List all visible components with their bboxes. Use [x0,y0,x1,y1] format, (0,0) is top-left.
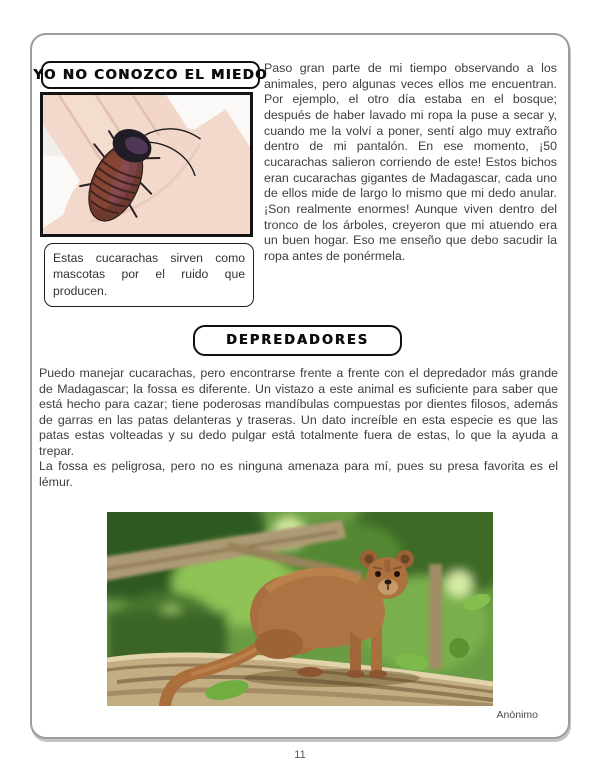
cockroach-photo [40,92,253,237]
intro-paragraph: Paso gran parte de mi tiempo observando a los animales, pero algunas veces ellos me encuentran. Por ejemplo, el otro día estaba en el bosque; después de haber lavado mi ropa la puse a secar y, cuando me la volví a poner, sentí algo muy extraño dentro de mi pantalón. En ese momento, ¡50 cucarachas salieron corriendo de este! Estos bichos eran cucarachas gigantes de Madagascar, cada uno de ellos mide de largo lo mismo que mi dedo anular. ¡Son realmente enormes! Aunque viven dentro del tronco de los árboles, creyeron que mi atuendo era un buen hogar. Eso me enseño que debo sacudir la ropa antes de ponérmela. [264,61,557,263]
title-box [33,61,268,89]
fossa-photo [107,512,493,706]
caption-box [44,243,254,307]
section-heading: DEPREDADORES [225,333,370,348]
page-title: YO NO CONOZCO EL MIEDO [33,67,268,83]
predators-section [39,366,558,490]
attribution: Anònimo [496,709,538,721]
section-heading-box [193,325,402,356]
caption-text: Estas cucarachas sirven como mascotas por el ruido que producen. [53,251,245,298]
predators-paragraph-1: Puedo manejar cucarachas, pero encontrarse frente a frente con el depredador más grande de Madagascar; la fossa es diferente. Un vistazo a este animal es suficiente para saber que está hecho para cazar; tiene poderosas mandíbulas compuestas por dientes filosos, además de garras en las patas delanteras y traseras. Un dato increíble en esta especie es que las patas estas volteadas y su dedo pulgar está totalmente fuera de estas, lo que la ayuda a trepar. [39,366,558,458]
fossa-illustration [107,512,493,706]
cockroach-illustration [43,95,250,234]
page-number: 11 [294,749,306,761]
hand-shape [43,95,250,234]
predators-paragraph-2: La fossa es peligrosa, pero no es ninguna amenaza para mí, pues su presa favorita es el lémur. [39,459,558,489]
